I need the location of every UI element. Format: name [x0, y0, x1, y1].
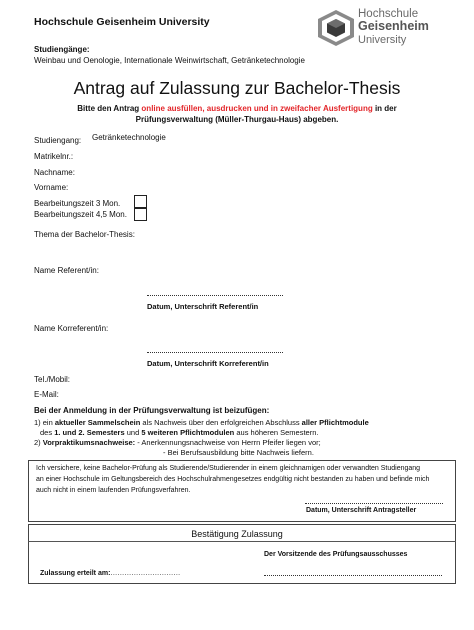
bearbeitung-3-checkbox[interactable] [134, 195, 147, 208]
studiengang-label: Studiengang: [34, 136, 82, 145]
zulassung-erteilt-label [40, 570, 180, 577]
declaration-line-3: auch nicht in einem laufenden Prüfungsverfahren. [36, 487, 191, 494]
attachment-item-1-a: 1) ein [34, 418, 55, 427]
attachment-item-1-c: als Nachweis über den erfolgreichen Abschluss [140, 418, 302, 427]
korreferent-field[interactable] [118, 321, 398, 333]
declaration-line-1: Ich versichere, keine Bachelor-Prüfung als Studierende/Studierender in einem gleichnamigen oder verwandten Studiengang [36, 465, 421, 472]
attachment-item-2-c: - Anerkennungsnachweise von Herrn Pfeifer liegen vor; [135, 438, 321, 447]
korreferent-signature-caption: Datum, Unterschrift Korreferent/in [147, 359, 269, 368]
applicant-signature-caption: Datum, Unterschrift Antragsteller [306, 507, 417, 514]
instruction-part-1: Bitte den Antrag [77, 104, 142, 113]
nachname-label: Nachname: [34, 168, 75, 177]
email-field[interactable] [80, 387, 380, 399]
instruction-line-2: Prüfungsverwaltung (Müller-Thurgau-Haus) abgeben. [135, 115, 339, 124]
university-name: Hochschule Geisenheim University [34, 16, 210, 28]
attachment-item-2-a: 2) [34, 438, 43, 447]
confirmation-chair: Der Vorsitzende des Prüfungsausschusses [264, 551, 408, 558]
attachment-item-1-line-2-a: des [40, 428, 55, 437]
bearbeitung-45-checkbox[interactable] [134, 208, 147, 221]
chair-signature-line[interactable] [264, 575, 442, 576]
applicant-signature-line[interactable] [305, 503, 443, 504]
matrikel-field[interactable] [92, 149, 392, 161]
attachment-item-1-b: aktueller Sammelschein [54, 418, 141, 427]
confirmation-heading: Bestätigung Zulassung [191, 529, 283, 539]
vorname-label: Vorname: [34, 183, 69, 192]
page-title: Antrag auf Zulassung zur Bachelor-Thesis [73, 78, 401, 98]
logo-line-2: Geisenheim [358, 19, 429, 33]
attachment-item-2-b: Vorpraktikumsnachweise: [42, 438, 136, 447]
thema-field[interactable] [150, 227, 430, 255]
attachment-item-1-line-2-b: 1. und 2. Semesters [54, 428, 125, 437]
declaration-line-2: an einer Hochschule im Geltungsbereich des Hochschulrahmengesetzes endgültig nicht bestanden zu haben und befinde mich [36, 476, 430, 483]
attachment-item-1-line-2-d: 5 weiteren Pflichtmodulen [141, 428, 235, 437]
attachment-item-1-line-2-c: und [124, 428, 142, 437]
vorname-field[interactable] [92, 180, 392, 192]
referent-signature-line [147, 295, 283, 296]
korreferent-signature-line [147, 352, 283, 353]
attachment-item-1-d: aller Pflichtmodule [301, 418, 369, 427]
attachment-item-1 [34, 418, 369, 427]
programs-value: Weinbau und Oenologie, Internationale Weinwirtschaft, Getränketechnologie [34, 56, 305, 65]
tel-field[interactable] [80, 372, 380, 384]
attachments-heading: Bei der Anmeldung in der Prüfungsverwaltung ist beizufügen: [34, 406, 270, 415]
attachment-item-2 [34, 438, 321, 447]
korreferent-label: Name Korreferent/in: [34, 324, 109, 333]
attachment-item-2-line-2: - Bei Berufsausbildung bitte Nachweis liefern. [163, 448, 314, 457]
nachname-field[interactable] [92, 165, 392, 177]
logo-line-1: Hochschule [358, 8, 419, 20]
studiengang-field[interactable]: Getränketechnologie [92, 133, 166, 142]
programs-label: Studiengänge: [34, 45, 90, 54]
geisenheim-logo-icon [318, 10, 354, 46]
matrikel-label: Matrikelnr.: [34, 152, 74, 161]
zulassung-erteilt-dots: ………………………… [110, 570, 181, 577]
referent-field[interactable] [110, 263, 390, 275]
logo-line-3: University [358, 34, 407, 46]
tel-label: Tel./Mobil: [34, 375, 71, 384]
email-label: E-Mail: [34, 390, 59, 399]
zulassung-erteilt-text: Zulassung erteilt am: [40, 570, 111, 577]
referent-signature-caption: Datum, Unterschrift Referent/in [147, 302, 259, 311]
confirmation-divider [28, 541, 456, 542]
university-logo [318, 6, 448, 50]
instruction-part-3: in der [372, 104, 397, 113]
attachment-item-1-line-2 [40, 428, 318, 437]
instruction-line-1 [0, 104, 474, 113]
attachment-item-1-line-2-e: aus höheren Semestern. [234, 428, 319, 437]
bearbeitung-3-label: Bearbeitungszeit 3 Mon. [34, 199, 121, 208]
referent-label: Name Referent/in: [34, 266, 99, 275]
bearbeitung-45-label: Bearbeitungszeit 4,5 Mon. [34, 210, 127, 219]
instruction-highlight: online ausfüllen, ausdrucken und in zweifacher Ausfertigung [141, 104, 373, 113]
thema-label: Thema der Bachelor-Thesis: [34, 230, 135, 239]
